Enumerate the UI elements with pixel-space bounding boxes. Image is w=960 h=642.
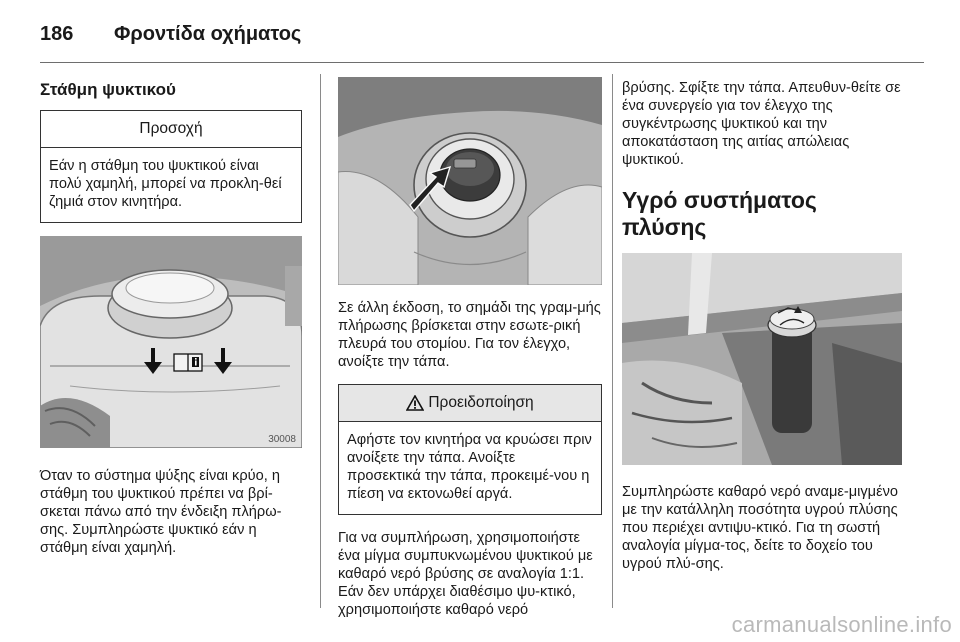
- chapter-title: Φροντίδα οχήματος: [114, 22, 302, 45]
- continued-paragraph: βρύσης. Σφίξτε την τάπα. Απευθυν-θείτε σε ένα συνεργείο για τον έλεγχο της συγκέντρωσης ψυκτικού και την αποκατάσταση της αιτίας απώλειας ψυκτικού.: [622, 80, 901, 168]
- page-number: 186: [40, 22, 74, 45]
- figure-label: 30008: [268, 434, 296, 445]
- alt-version-paragraph: Σε άλλη έκδοση, το σημάδι της γραμ-μής πλήρωσης βρίσκεται στην εσωτε-ρική πλευρά του στομίου. Για τον έλεγχο, ανοίξτε την τάπα.: [338, 300, 601, 370]
- manual-book-icon: [174, 354, 202, 371]
- column-1: [40, 74, 302, 557]
- column-divider-1: [320, 74, 321, 608]
- caution-box: [40, 110, 302, 223]
- filler-neck-figure: [338, 77, 602, 285]
- column-divider-2: [612, 74, 613, 608]
- washer-reservoir-illustration: [622, 253, 902, 465]
- filler-neck-illustration: [338, 77, 602, 285]
- column-3: [622, 74, 904, 573]
- column-2: [338, 74, 602, 619]
- header-divider: [40, 62, 924, 63]
- caution-title: Προσοχή: [41, 111, 301, 148]
- page-header: [40, 14, 301, 54]
- coolant-reservoir-figure: [40, 236, 302, 448]
- warning-text: Αφήστε τον κινητήρα να κρυώσει πριν ανοίξετε την τάπα. Ανοίξτε προσεκτικά την τάπα, προκειμέ-νου η πίεση να εκτονωθεί αργά.: [347, 432, 592, 502]
- warning-header: [339, 385, 601, 422]
- warning-title: Προειδοποίηση: [428, 394, 534, 411]
- coolant-level-heading: Στάθμη ψυκτικού: [40, 80, 176, 99]
- coolant-level-paragraph: Όταν το σύστημα ψύξης είναι κρύο, η στάθμη του ψυκτικού πρέπει να βρί-σκεται πάνω από την ένδειξη πλήρω-σης. Συμπληρώστε ψυκτικό εάν η στάθμη είναι χαμηλή.: [40, 468, 282, 556]
- warning-triangle-icon: [406, 395, 424, 411]
- warning-box: [338, 384, 602, 515]
- caution-text: Εάν η στάθμη του ψυκτικού είναι πολύ χαμηλή, μπορεί να προκλη-θεί ζημιά στον κινητήρα.: [49, 158, 282, 210]
- coolant-reservoir-illustration: [40, 236, 302, 448]
- watermark: carmanualsonline.info: [731, 612, 952, 637]
- washer-fluid-heading: Υγρό συστήματος πλύσης: [622, 187, 817, 240]
- refill-paragraph: Για να συμπλήρωση, χρησιμοποιήστε ένα μίγμα συμπυκνωμένου ψυκτικού με καθαρό νερό βρύσης σε αναλογία 1:1. Εάν δεν υπάρχει διαθέσιμο ψυ-κτικό, χρησιμοποιήστε καθαρό νερό: [338, 530, 593, 618]
- washer-reservoir-figure: [622, 253, 902, 465]
- washer-fluid-paragraph: Συμπληρώστε καθαρό νερό αναμε-μιγμένο με την κατάλληλη ποσότητα υγρού πλύσης που περιέχει αντιψυ-κτικό. Για τη σωστή αναλογία μίγμα-τος, δείτε το δοχείο του υγρού πλύ-σης.: [622, 484, 898, 572]
